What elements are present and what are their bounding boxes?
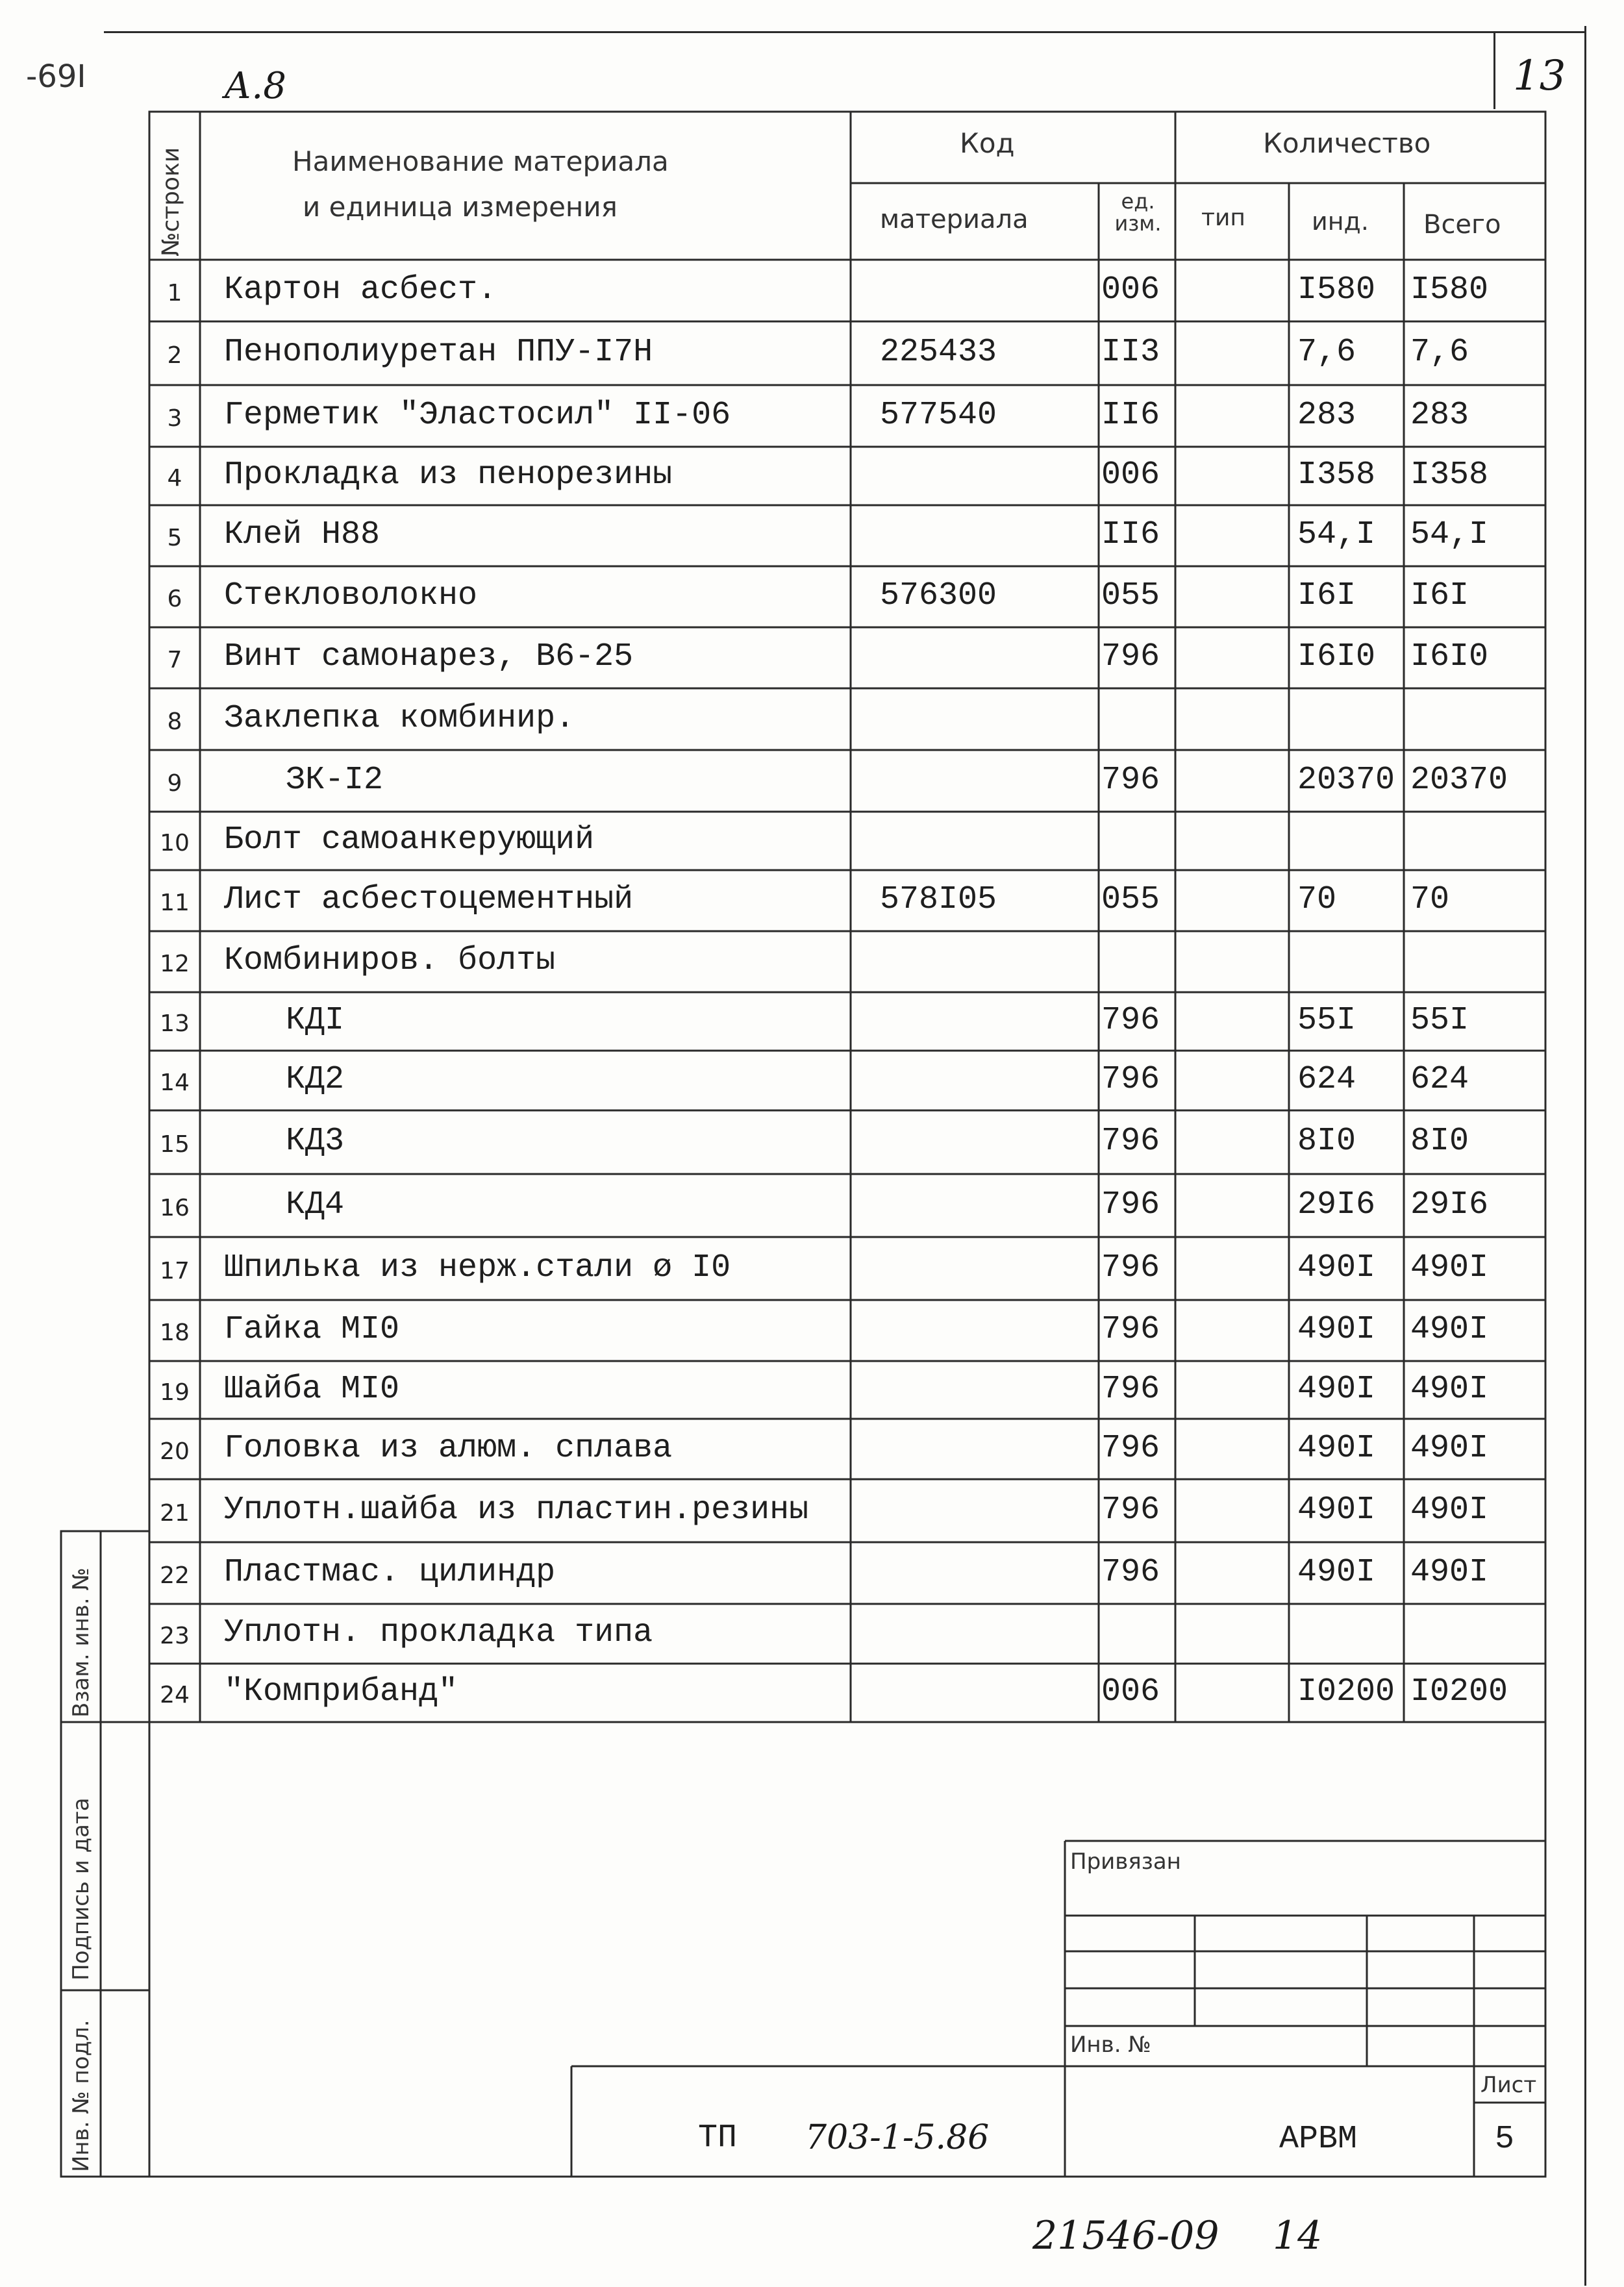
row-total: 624 (1410, 1061, 1469, 1098)
row-name: Головка из алюм. сплава (224, 1430, 673, 1467)
side-replace-inv: Взам. инв. № (68, 1568, 94, 1718)
row-name: Шпилька из нерж.стали ø I0 (224, 1249, 731, 1286)
row-total: 490I (1410, 1249, 1489, 1286)
row-ind: I580 (1297, 271, 1376, 308)
row-number: 14 (160, 1069, 190, 1096)
row-ind: 283 (1297, 397, 1356, 434)
row-name: Герметик "Эластосил" II-06 (224, 397, 731, 434)
row-total: I0200 (1410, 1673, 1508, 1710)
row-material: 225433 (880, 334, 997, 371)
corner-code: -69I (26, 58, 86, 95)
row-total: 490I (1410, 1430, 1489, 1467)
tb-attached: Привязан (1070, 1849, 1181, 1875)
row-unit: II6 (1101, 516, 1160, 553)
row-number: 9 (167, 770, 182, 797)
row-name: Уплотн.шайба из пластин.резины (224, 1492, 809, 1529)
row-total: 29I6 (1410, 1186, 1489, 1223)
row-unit: 796 (1101, 762, 1160, 799)
row-unit: 796 (1101, 1249, 1160, 1286)
row-ind: 490I (1297, 1311, 1376, 1348)
row-name: КДI (286, 1002, 345, 1039)
format-mark: А.8 (224, 65, 286, 107)
row-name: Пластмас. цилиндр (224, 1554, 556, 1591)
row-name: Лист асбестоцементный (224, 881, 634, 918)
header-name: Наименование материала (292, 145, 669, 177)
row-unit: 796 (1101, 1002, 1160, 1039)
row-number: 22 (160, 1562, 190, 1589)
header-code-material: материала (880, 205, 1029, 234)
row-total: 283 (1410, 397, 1469, 434)
tb-sheet-no: 5 (1495, 2121, 1515, 2158)
row-name: Картон асбест. (224, 271, 497, 308)
row-name: Заклепка комбинир. (224, 700, 575, 737)
page-number: 13 (1513, 52, 1566, 100)
row-name: КД4 (286, 1186, 345, 1223)
row-unit: 796 (1101, 638, 1160, 675)
archive-number: 21546-09 (1032, 2213, 1219, 2258)
row-name: ЗК-I2 (286, 762, 384, 799)
row-ind: I6I0 (1297, 638, 1376, 675)
row-material: 576300 (880, 577, 997, 614)
header-qty-total: Всего (1423, 210, 1501, 240)
row-total: 490I (1410, 1554, 1489, 1591)
row-number: 7 (167, 647, 182, 673)
row-unit: 796 (1101, 1123, 1160, 1160)
row-unit: 796 (1101, 1061, 1160, 1098)
row-total: 490I (1410, 1371, 1489, 1408)
row-number: 6 (167, 586, 182, 612)
row-number: 12 (160, 951, 190, 977)
row-unit: 796 (1101, 1311, 1160, 1348)
row-name: Пенополиуретан ППУ-I7Н (224, 334, 653, 371)
row-name: Клей Н88 (224, 516, 381, 553)
row-ind: 490I (1297, 1430, 1376, 1467)
row-name: "Комприбанд" (224, 1673, 458, 1710)
row-number: 1 (167, 280, 182, 306)
row-number: 17 (160, 1258, 190, 1284)
row-name: Комбиниров. болты (224, 942, 556, 979)
row-unit: 055 (1101, 577, 1160, 614)
row-name: Стекловолокно (224, 577, 478, 614)
row-number: 18 (160, 1319, 190, 1346)
row-ind: 490I (1297, 1249, 1376, 1286)
tb-mark: АРВМ (1279, 2121, 1358, 2158)
row-ind: I6I (1297, 577, 1356, 614)
row-total: I6I0 (1410, 638, 1489, 675)
row-number: 5 (167, 525, 182, 551)
row-total: 20370 (1410, 762, 1508, 799)
tb-project-code: 703-1-5.86 (805, 2118, 990, 2157)
row-number: 3 (167, 405, 182, 432)
row-ind: I358 (1297, 456, 1376, 494)
row-ind: 490I (1297, 1371, 1376, 1408)
row-name: КД2 (286, 1061, 345, 1098)
tb-inv-no: Инв. № (1070, 2032, 1151, 2058)
row-number: 13 (160, 1010, 190, 1037)
row-material: 577540 (880, 397, 997, 434)
side-sign-date: Подпись и дата (68, 1797, 94, 1981)
header-code: Код (960, 127, 1015, 159)
row-unit: 796 (1101, 1186, 1160, 1223)
row-name: Уплотн. прокладка типа (224, 1614, 653, 1651)
row-number: 23 (160, 1623, 190, 1649)
header-quantity: Количество (1263, 127, 1431, 159)
row-unit: 055 (1101, 881, 1160, 918)
row-unit: II3 (1101, 334, 1160, 371)
row-number: 24 (160, 1682, 190, 1708)
row-unit: 796 (1101, 1554, 1160, 1591)
row-unit: 006 (1101, 1673, 1160, 1710)
row-total: 55I (1410, 1002, 1469, 1039)
row-name: Гайка МI0 (224, 1311, 400, 1348)
row-ind: 20370 (1297, 762, 1395, 799)
row-ind: 70 (1297, 881, 1337, 918)
side-inv-orig: Инв. № подл. (68, 2019, 94, 2172)
tb-sheet-label: Лист (1480, 2072, 1537, 2098)
row-number: 19 (160, 1379, 190, 1406)
row-total: I358 (1410, 456, 1489, 494)
row-total: 490I (1410, 1311, 1489, 1348)
row-name: Болт самоанкерующий (224, 821, 595, 858)
row-unit: 796 (1101, 1492, 1160, 1529)
archive-page: 14 (1273, 2213, 1323, 2258)
row-ind: 490I (1297, 1492, 1376, 1529)
row-ind: 29I6 (1297, 1186, 1376, 1223)
row-total: 7,6 (1410, 334, 1469, 371)
header-name-line2: и единица измерения (303, 191, 618, 223)
row-ind: 7,6 (1297, 334, 1356, 371)
row-name: Шайба МI0 (224, 1371, 400, 1408)
row-ind: I0200 (1297, 1673, 1395, 1710)
row-unit: 006 (1101, 271, 1160, 308)
header-qty-ind: инд. (1312, 207, 1369, 236)
row-total: 70 (1410, 881, 1450, 918)
row-total: 54,I (1410, 516, 1489, 553)
row-number: 4 (167, 465, 182, 492)
row-ind: 8I0 (1297, 1123, 1356, 1160)
row-total: 8I0 (1410, 1123, 1469, 1160)
row-ind: 55I (1297, 1002, 1356, 1039)
row-total: I6I (1410, 577, 1469, 614)
row-number: 20 (160, 1438, 190, 1465)
row-unit: 006 (1101, 456, 1160, 494)
row-number: 21 (160, 1500, 190, 1527)
row-number: 2 (167, 342, 182, 369)
row-total: I580 (1410, 271, 1489, 308)
row-total: 490I (1410, 1492, 1489, 1529)
row-number: 15 (160, 1131, 190, 1158)
row-name: Прокладка из пенорезины (224, 456, 673, 494)
tb-prefix: ТП (698, 2119, 738, 2156)
row-ind: 624 (1297, 1061, 1356, 1098)
header-row-no: №строки (158, 147, 184, 256)
row-number: 16 (160, 1195, 190, 1221)
row-name: КД3 (286, 1123, 345, 1160)
row-ind: 490I (1297, 1554, 1376, 1591)
row-number: 10 (160, 830, 190, 856)
row-unit: II6 (1101, 397, 1160, 434)
header-code-unit: ед. изм. (1114, 189, 1162, 236)
row-unit: 796 (1101, 1430, 1160, 1467)
row-number: 11 (160, 890, 190, 916)
row-material: 578I05 (880, 881, 997, 918)
row-ind: 54,I (1297, 516, 1376, 553)
header-qty-type: тип (1201, 205, 1245, 231)
row-name: Винт самонарез, В6-25 (224, 638, 634, 675)
row-unit: 796 (1101, 1371, 1160, 1408)
row-number: 8 (167, 708, 182, 735)
